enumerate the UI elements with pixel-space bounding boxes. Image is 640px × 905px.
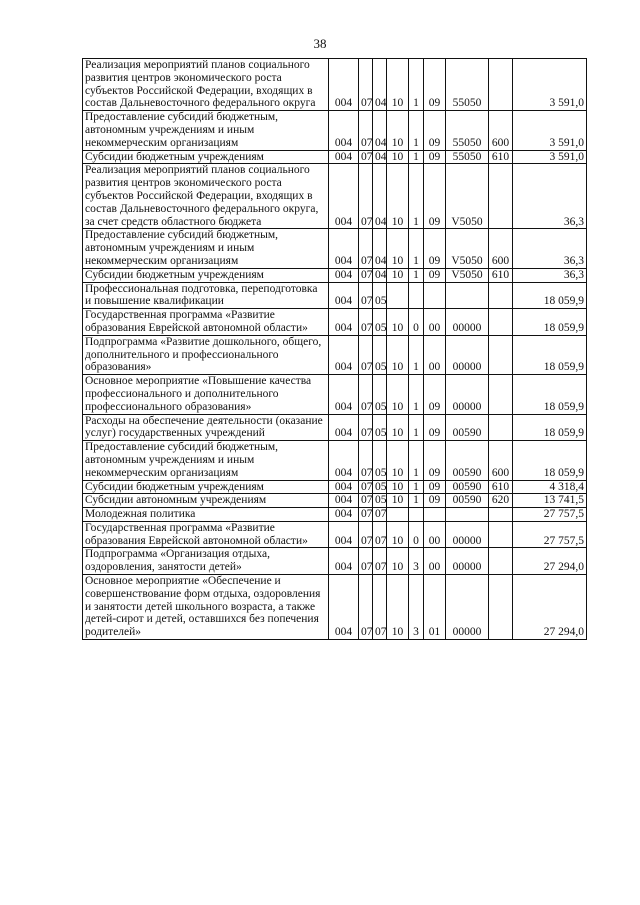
expense-type-code	[489, 282, 513, 309]
program-code: 10	[387, 229, 409, 268]
section-code: 07	[359, 508, 373, 522]
amount: 18 059,9	[513, 414, 587, 441]
program-code: 10	[387, 111, 409, 150]
subsection-code: 04	[373, 111, 387, 150]
activity-code: 09	[424, 441, 446, 480]
subsection-code: 05	[373, 282, 387, 309]
section-code: 07	[359, 335, 373, 374]
program-code: 10	[387, 480, 409, 494]
subprogram-code: 1	[409, 268, 424, 282]
amount: 27 757,5	[513, 508, 587, 522]
ved-code: 004	[329, 414, 359, 441]
program-code: 10	[387, 59, 409, 111]
expense-type-code	[489, 508, 513, 522]
subprogram-code: 1	[409, 59, 424, 111]
activity-code: 09	[424, 480, 446, 494]
ved-code: 004	[329, 480, 359, 494]
amount: 27 294,0	[513, 575, 587, 640]
section-code: 07	[359, 375, 373, 414]
row-name: Молодежная политика	[83, 508, 329, 522]
ved-code: 004	[329, 268, 359, 282]
ved-code: 004	[329, 575, 359, 640]
subsection-code: 05	[373, 375, 387, 414]
section-code: 07	[359, 150, 373, 164]
table-row	[83, 309, 587, 336]
row-name: Предоставление субсидий бюджетным, автономным учреждениям и иным некоммерческим организациям	[83, 229, 329, 268]
subprogram-code: 1	[409, 164, 424, 229]
subprogram-code: 1	[409, 441, 424, 480]
section-code: 07	[359, 480, 373, 494]
subprogram-code: 0	[409, 309, 424, 336]
ved-code: 004	[329, 309, 359, 336]
subsection-code: 07	[373, 548, 387, 575]
expense-type-code	[489, 414, 513, 441]
section-code: 07	[359, 268, 373, 282]
section-code: 07	[359, 59, 373, 111]
section-code: 07	[359, 111, 373, 150]
ved-code: 004	[329, 548, 359, 575]
subsection-code: 07	[373, 521, 387, 548]
subsection-code: 05	[373, 494, 387, 508]
page-number: 38	[313, 36, 327, 51]
ved-code: 004	[329, 111, 359, 150]
table-row	[83, 150, 587, 164]
subsection-code: 05	[373, 335, 387, 374]
activity-code: 09	[424, 59, 446, 111]
ved-code: 004	[329, 508, 359, 522]
row-name: Подпрограмма «Организация отдыха, оздоровления, занятости детей»	[83, 548, 329, 575]
ved-code: 004	[329, 521, 359, 548]
activity-code: 09	[424, 375, 446, 414]
expense-type-code: 600	[489, 229, 513, 268]
amount: 18 059,9	[513, 441, 587, 480]
table-row	[83, 111, 587, 150]
ved-code: 004	[329, 375, 359, 414]
subsection-code: 04	[373, 59, 387, 111]
subsection-code: 05	[373, 414, 387, 441]
row-name: Основное мероприятие «Повышение качества профессионального и дополнительного профессионального образования»	[83, 375, 329, 414]
direction-code: 00590	[446, 494, 489, 508]
subprogram-code: 1	[409, 335, 424, 374]
ved-code: 004	[329, 150, 359, 164]
amount: 18 059,9	[513, 309, 587, 336]
amount: 13 741,5	[513, 494, 587, 508]
activity-code: 09	[424, 229, 446, 268]
ved-code: 004	[329, 164, 359, 229]
table-row	[83, 282, 587, 309]
subsection-code: 05	[373, 441, 387, 480]
section-code: 07	[359, 414, 373, 441]
amount: 36,3	[513, 268, 587, 282]
section-code: 07	[359, 282, 373, 309]
subprogram-code: 1	[409, 414, 424, 441]
activity-code: 00	[424, 521, 446, 548]
program-code: 10	[387, 494, 409, 508]
ved-code: 004	[329, 441, 359, 480]
amount: 27 757,5	[513, 521, 587, 548]
activity-code	[424, 508, 446, 522]
activity-code: 00	[424, 548, 446, 575]
row-name: Субсидии автономным учреждениям	[83, 494, 329, 508]
expense-type-code	[489, 59, 513, 111]
subsection-code: 05	[373, 309, 387, 336]
program-code: 10	[387, 335, 409, 374]
subsection-code: 07	[373, 508, 387, 522]
direction-code: 00000	[446, 375, 489, 414]
section-code: 07	[359, 494, 373, 508]
table-row	[83, 335, 587, 374]
activity-code: 09	[424, 414, 446, 441]
row-name: Подпрограмма «Развитие дошкольного, общего, дополнительного и профессионального образования»	[83, 335, 329, 374]
direction-code	[446, 508, 489, 522]
expense-type-code: 600	[489, 441, 513, 480]
section-code: 07	[359, 229, 373, 268]
expense-type-code	[489, 164, 513, 229]
program-code: 10	[387, 548, 409, 575]
subprogram-code: 1	[409, 494, 424, 508]
subprogram-code	[409, 282, 424, 309]
subprogram-code: 1	[409, 111, 424, 150]
row-name: Государственная программа «Развитие образования Еврейской автономной области»	[83, 309, 329, 336]
section-code: 07	[359, 548, 373, 575]
amount: 18 059,9	[513, 335, 587, 374]
direction-code: V5050	[446, 229, 489, 268]
activity-code: 00	[424, 309, 446, 336]
program-code: 10	[387, 268, 409, 282]
row-name: Субсидии бюджетным учреждениям	[83, 480, 329, 494]
direction-code: 00590	[446, 441, 489, 480]
activity-code: 09	[424, 150, 446, 164]
ved-code: 004	[329, 494, 359, 508]
expense-type-code	[489, 335, 513, 374]
row-name: Профессиональная подготовка, переподготовка и повышение квалификации	[83, 282, 329, 309]
program-code: 10	[387, 309, 409, 336]
direction-code: 00000	[446, 309, 489, 336]
section-code: 07	[359, 164, 373, 229]
table-row	[83, 164, 587, 229]
ved-code: 004	[329, 335, 359, 374]
amount: 18 059,9	[513, 282, 587, 309]
table-row	[83, 521, 587, 548]
row-name: Реализация мероприятий планов социального развития центров экономического роста субъектов Российской Федерации, входящих в состав Дальневосточного федерального округа, за счет средств областного бюджета	[83, 164, 329, 229]
expense-type-code	[489, 575, 513, 640]
ved-code: 004	[329, 59, 359, 111]
expense-type-code: 610	[489, 150, 513, 164]
amount: 4 318,4	[513, 480, 587, 494]
section-code: 07	[359, 309, 373, 336]
amount: 3 591,0	[513, 111, 587, 150]
program-code: 10	[387, 375, 409, 414]
row-name: Субсидии бюджетным учреждениям	[83, 150, 329, 164]
program-code: 10	[387, 164, 409, 229]
direction-code: 00000	[446, 521, 489, 548]
program-code: 10	[387, 441, 409, 480]
row-name: Государственная программа «Развитие образования Еврейской автономной области»	[83, 521, 329, 548]
activity-code: 09	[424, 164, 446, 229]
direction-code: 00000	[446, 548, 489, 575]
expense-type-code: 610	[489, 268, 513, 282]
subprogram-code	[409, 508, 424, 522]
subsection-code: 04	[373, 229, 387, 268]
program-code	[387, 282, 409, 309]
budget-table	[82, 58, 587, 640]
direction-code: 00000	[446, 575, 489, 640]
section-code: 07	[359, 441, 373, 480]
subprogram-code: 1	[409, 480, 424, 494]
amount: 36,3	[513, 164, 587, 229]
subsection-code: 05	[373, 480, 387, 494]
program-code: 10	[387, 150, 409, 164]
row-name: Основное мероприятие «Обеспечение и совершенствование форм отдыха, оздоровления и занятости детей школьного возраста, а также детей-сирот и детей, оставшихся без попечения родителей»	[83, 575, 329, 640]
expense-type-code	[489, 521, 513, 548]
activity-code: 09	[424, 268, 446, 282]
amount: 3 591,0	[513, 59, 587, 111]
activity-code: 09	[424, 111, 446, 150]
table-body	[83, 59, 587, 640]
table-row	[83, 268, 587, 282]
expense-type-code	[489, 309, 513, 336]
amount: 3 591,0	[513, 150, 587, 164]
subprogram-code: 3	[409, 548, 424, 575]
program-code: 10	[387, 414, 409, 441]
section-code: 07	[359, 521, 373, 548]
direction-code: V5050	[446, 164, 489, 229]
direction-code: 55050	[446, 111, 489, 150]
table-row	[83, 548, 587, 575]
section-code: 07	[359, 575, 373, 640]
expense-type-code: 620	[489, 494, 513, 508]
table-row	[83, 494, 587, 508]
table-row	[83, 414, 587, 441]
table-row	[83, 575, 587, 640]
activity-code: 01	[424, 575, 446, 640]
subprogram-code: 3	[409, 575, 424, 640]
subprogram-code: 1	[409, 375, 424, 414]
subprogram-code: 0	[409, 521, 424, 548]
subsection-code: 07	[373, 575, 387, 640]
direction-code: 00590	[446, 414, 489, 441]
subsection-code: 04	[373, 164, 387, 229]
table-row	[83, 229, 587, 268]
subprogram-code: 1	[409, 150, 424, 164]
subsection-code: 04	[373, 268, 387, 282]
activity-code	[424, 282, 446, 309]
direction-code: V5050	[446, 268, 489, 282]
activity-code: 00	[424, 335, 446, 374]
expense-type-code: 610	[489, 480, 513, 494]
activity-code: 09	[424, 494, 446, 508]
amount: 27 294,0	[513, 548, 587, 575]
program-code: 10	[387, 575, 409, 640]
expense-type-code: 600	[489, 111, 513, 150]
direction-code: 55050	[446, 150, 489, 164]
table-row	[83, 375, 587, 414]
amount: 18 059,9	[513, 375, 587, 414]
table-row	[83, 441, 587, 480]
program-code: 10	[387, 521, 409, 548]
row-name: Предоставление субсидий бюджетным, автономным учреждениям и иным некоммерческим организациям	[83, 111, 329, 150]
subprogram-code: 1	[409, 229, 424, 268]
row-name: Субсидии бюджетным учреждениям	[83, 268, 329, 282]
row-name: Предоставление субсидий бюджетным, автономным учреждениям и иным некоммерческим организациям	[83, 441, 329, 480]
direction-code: 55050	[446, 59, 489, 111]
row-name: Расходы на обеспечение деятельности (оказание услуг) государственных учреждений	[83, 414, 329, 441]
expense-type-code	[489, 375, 513, 414]
subsection-code: 04	[373, 150, 387, 164]
expense-type-code	[489, 548, 513, 575]
table-row	[83, 59, 587, 111]
ved-code: 004	[329, 282, 359, 309]
direction-code: 00590	[446, 480, 489, 494]
ved-code: 004	[329, 229, 359, 268]
amount: 36,3	[513, 229, 587, 268]
row-name: Реализация мероприятий планов социального развития центров экономического роста субъектов Российской Федерации, входящих в состав Дальневосточного федерального округа	[83, 59, 329, 111]
direction-code: 00000	[446, 335, 489, 374]
table-row	[83, 480, 587, 494]
direction-code	[446, 282, 489, 309]
program-code	[387, 508, 409, 522]
table-row	[83, 508, 587, 522]
